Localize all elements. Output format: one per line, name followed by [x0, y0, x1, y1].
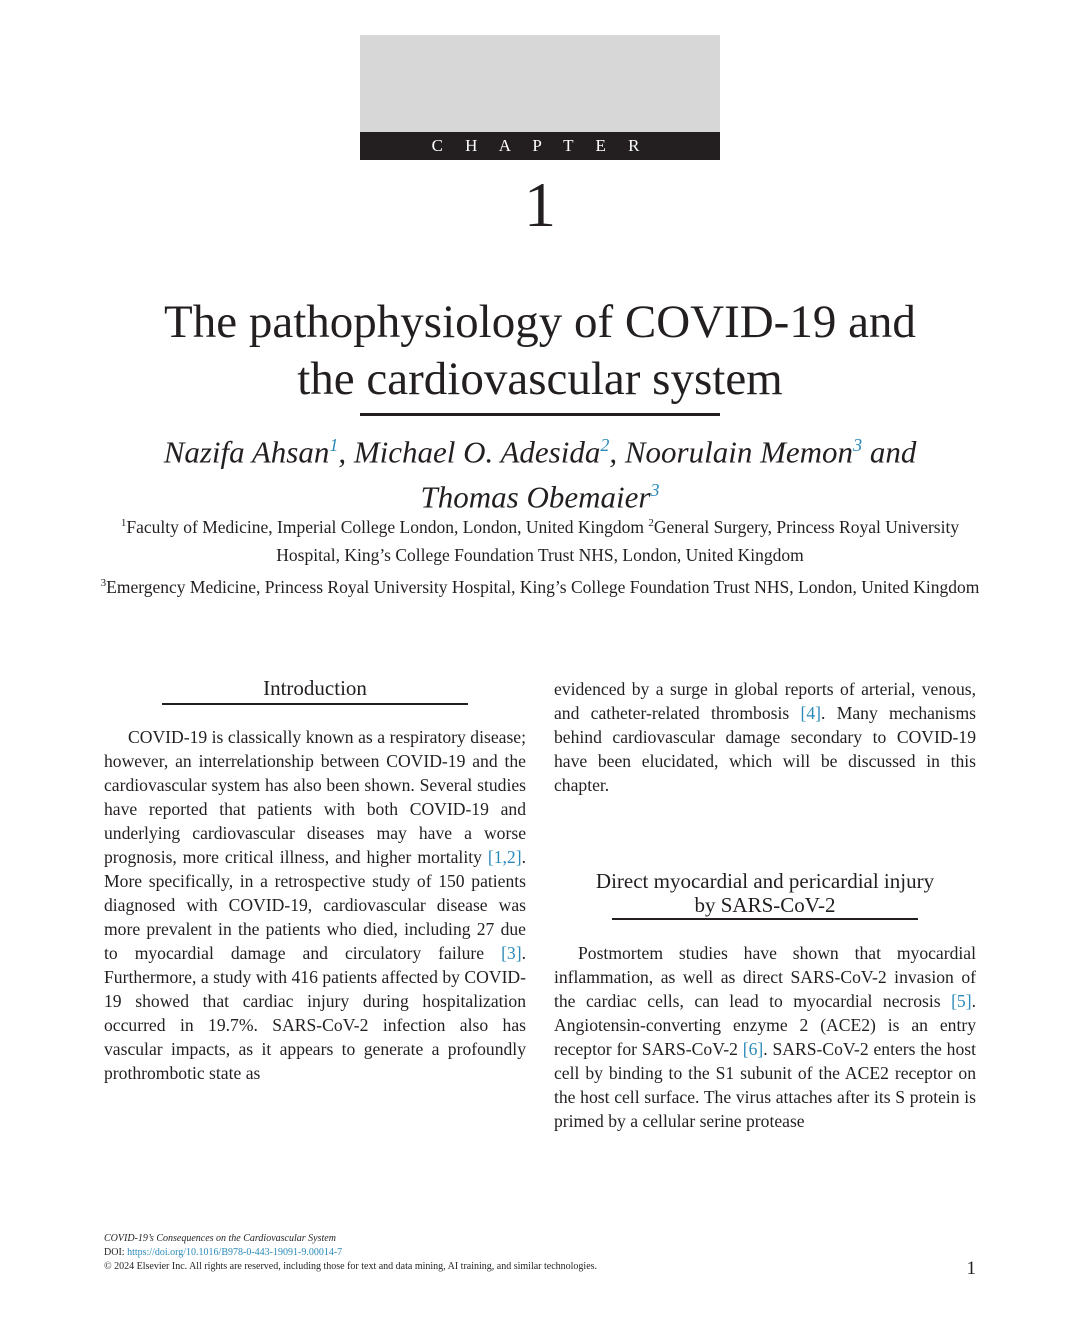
author-name: Nazifa Ahsan: [163, 434, 330, 470]
heading-line: Direct myocardial and pericardial injury: [595, 869, 935, 893]
introduction-rule: [162, 703, 468, 705]
section-text: . SARS-CoV-2 enters the host cell by binding to the S1 subunit of the ACE2 receptor on the host cell surface. The virus attaches after its S protein is primed by a cellular serine protease: [554, 1039, 976, 1131]
intro-text: evidenced by a surge in global reports of arterial, venous, and catheter-related thrombosis: [554, 679, 976, 723]
affil-sup: 1: [120, 517, 127, 529]
introduction-heading: Introduction: [263, 676, 367, 700]
author-separator: and: [862, 434, 917, 470]
author-name: Thomas Obemaier: [420, 479, 651, 515]
introduction-continued: [554, 677, 976, 797]
intro-text: COVID-19 is classically known as a respiratory disease; however, an interrelationship between COVID-19 and the cardiovascular system has also been shown. Several studies have reported that patients with both COVID-19 and underlying cardiovascular diseases may have a worse prognosis, more critical illness, and higher mortality: [104, 727, 526, 867]
citation-link[interactable]: [4]: [800, 703, 822, 723]
direct-injury-heading: [554, 869, 976, 917]
author-list: [60, 426, 1020, 517]
chapter-header-box: [360, 35, 720, 132]
intro-text: . Many mechanisms behind cardiovascular damage secondary to COVID-19 have been elucidated, which will be discussed in this chapter.: [554, 703, 976, 795]
author-separator: ,: [338, 434, 354, 470]
affiliation-1: Faculty of Medicine, Imperial College London, London, United Kingdom: [126, 516, 644, 537]
chapter-label: C H A P T E R: [360, 132, 720, 160]
author-name: Michael O. Adesida: [353, 434, 601, 470]
author-affil-sup[interactable]: 3: [650, 480, 660, 501]
citation-link[interactable]: [5]: [951, 991, 972, 1011]
author-name: Noorulain Memon: [624, 434, 854, 470]
title-line-2: the cardiovascular system: [297, 353, 783, 405]
doi-label: DOI:: [104, 1247, 128, 1258]
affiliation-3: Emergency Medicine, Princess Royal University Hospital, King’s College Foundation Trust NHS, London, United Kingdom: [106, 576, 980, 597]
page-footer: [104, 1232, 597, 1274]
title-rule: [360, 413, 720, 416]
author-affil-sup[interactable]: 3: [853, 435, 863, 455]
section-text: Postmortem studies have shown that myocardial inflammation, as well as direct SARS-CoV-2 invasion of the cardiac cells, can lead to myocardial necrosis: [554, 943, 976, 1011]
author-affil-sup[interactable]: 1: [329, 435, 339, 455]
intro-text: . More specifically, in a retrospective study of 150 patients diagnosed with COVID-19, cardiovascular disease was more prevalent in the patients who died, including 27 due to myocardial damage and circulatory failure: [104, 847, 526, 963]
doi-link[interactable]: https://doi.org/10.1016/B978-0-443-19091-9.00014-7: [127, 1247, 343, 1258]
citation-link[interactable]: [3]: [501, 943, 522, 963]
title-line-1: The pathophysiology of COVID-19 and: [164, 296, 916, 348]
book-title: COVID-19’s Consequences on the Cardiovascular System: [104, 1233, 336, 1244]
doi-line: [104, 1246, 597, 1260]
citation-link[interactable]: [1,2]: [487, 847, 522, 867]
page-number: 1: [966, 1258, 976, 1279]
author-affil-sup[interactable]: 2: [600, 435, 610, 455]
affil-sup: 2: [648, 517, 654, 529]
direct-injury-rule: [612, 918, 918, 920]
heading-line: by SARS-CoV-2: [694, 893, 836, 917]
copyright: © 2024 Elsevier Inc. All rights are reserved, including those for text and data mining, AI training, and similar technologies.: [104, 1261, 598, 1272]
intro-text: . Furthermore, a study with 416 patients affected by COVID-19 showed that cardiac injury during hospitalization occurred in 19.7%. SARS-CoV-2 infection also has vascular impacts, as it appears to generate a profoundly prothrombotic state as: [104, 943, 526, 1083]
author-separator: ,: [609, 434, 625, 470]
section-text: . Angiotensin-converting enzyme 2 (ACE2) is an entry receptor for SARS-CoV-2: [554, 991, 976, 1059]
introduction-body: [104, 725, 526, 1085]
chapter-title: [60, 294, 1020, 408]
direct-injury-body: [554, 941, 976, 1133]
citation-link[interactable]: [6]: [742, 1039, 764, 1059]
chapter-number: 1: [524, 169, 556, 240]
affiliation-2: General Surgery, Princess Royal University Hospital, King’s College Foundation Trust NHS, London, United Kingdom: [276, 516, 960, 565]
affiliations: [90, 509, 990, 601]
affil-sup: 3: [100, 576, 107, 589]
